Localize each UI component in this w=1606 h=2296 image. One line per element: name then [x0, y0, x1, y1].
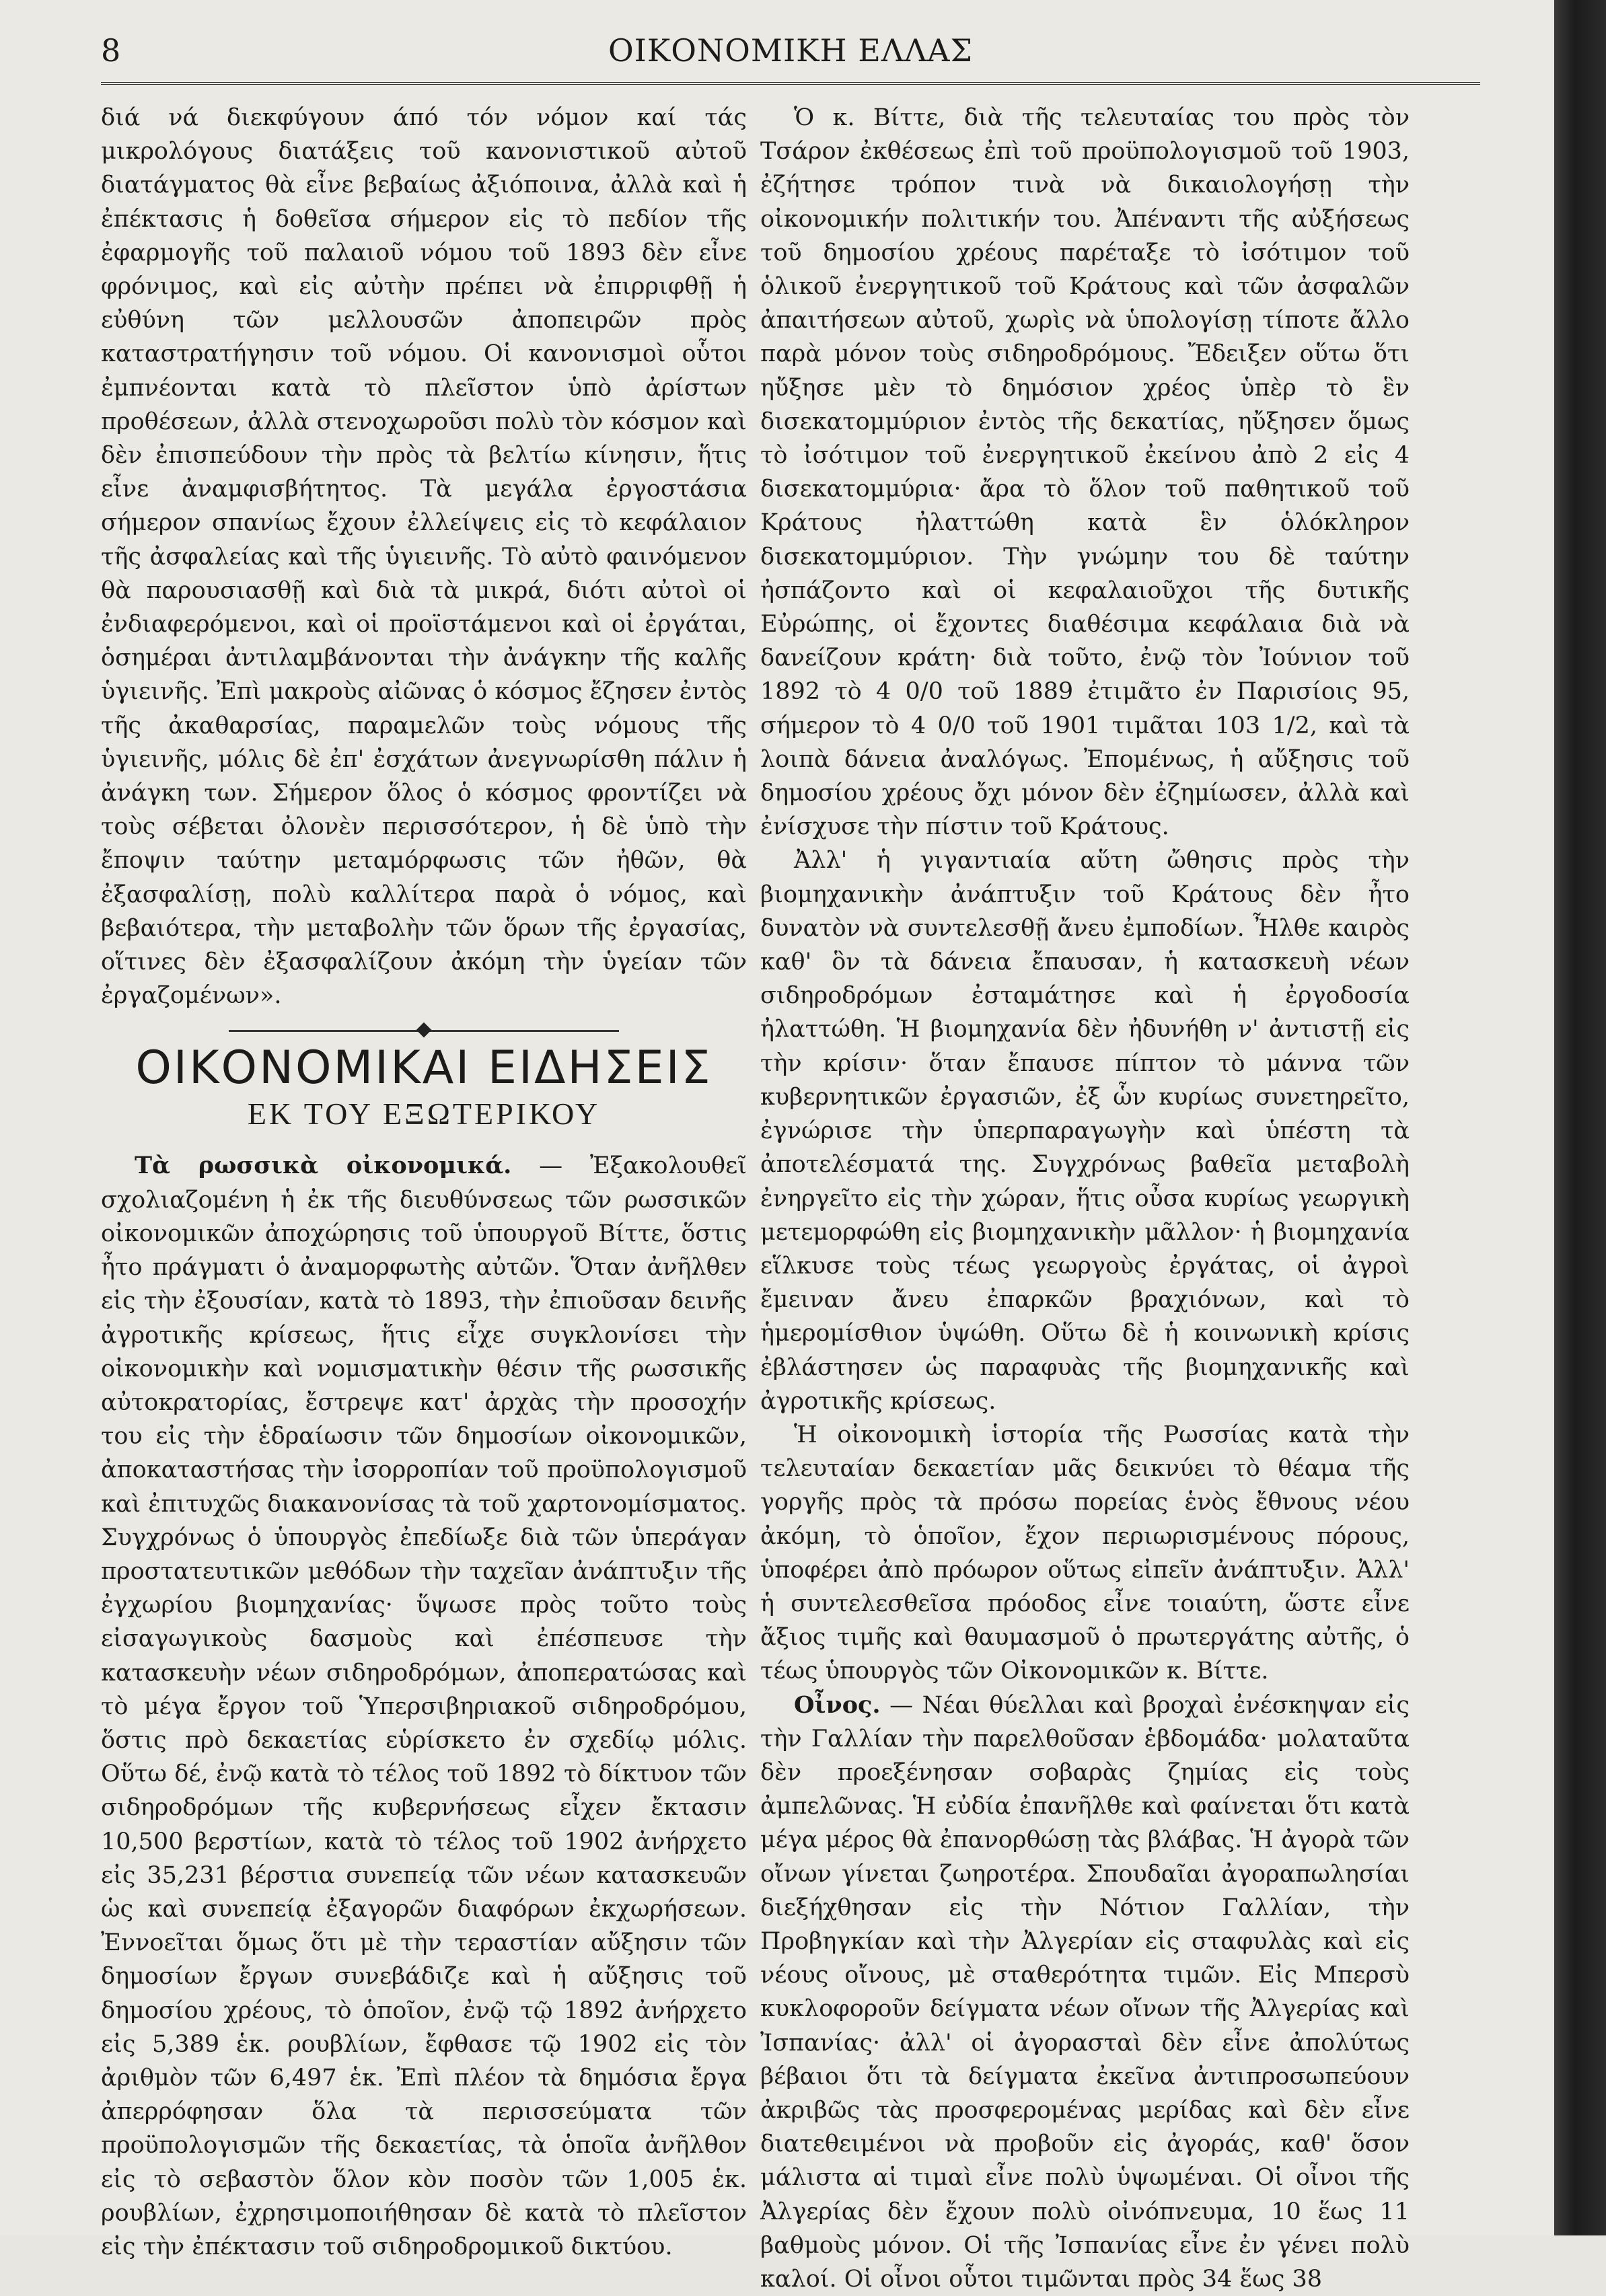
article-body-wine: — Νέαι θύελλαι καὶ βροχαὶ ἐνέσκηψαν εἰς τὴν Γαλλίαν τὴν παρελθοῦσαν ἑβδομάδα· μολαταῦτα δὲν προεξένησαν σοβαρὰς ζημίας εἰς τοὺς ἀμπελῶνας. Ἡ εὐδία ἐπανῆλθε καὶ φαίνεται ὅτι κατὰ μέγα μέρος θὰ ἐπανορθώσῃ τὰς βλάβας. Ἡ ἀγορὰ τῶν οἴνων γίνεται ζωηροτέρα. Σπουδαῖαι ἀγοραπωλησίαι διεξήχθησαν εἰς τὴν Νότιον Γαλλίαν, τὴν Προβηγκίαν καὶ τὴν Ἀλγερίαν εἰς σταφυλὰς καὶ εἰς νέους οἴνους, μὲ σταθερότητα τιμῶν. Εἰς Μπερσὺ κυκλοφοροῦν δείγματα νέων οἴνων τῆς Ἀλγερίας καὶ Ἰσπανίας· ἀλλ' οἱ ἀγορασταὶ δὲν εἶνε ἀπολύτως βέβαιοι ὅτι τὰ δείγματα ἐκεῖνα ἀντιπροσωπεύουν ἀκριβῶς τὰς προσφερομένας μερίδας καὶ δὲν εἶνε διατεθειμένοι νὰ προβοῦν εἰς ἀγοράς, καθ' ὅσον μάλιστα αἱ τιμαὶ εἶνε πολὺ ὑψωμέναι. Οἱ οἶνοι τῆς Ἀλγερίας δὲν ἔχουν πολὺ οἰνόπνευμα, 10 ἕως 11 βαθμοὺς μόνον. Οἱ τῆς Ἰσπανίας εἶνε ἐν γένει πολὺ καλοί. Οἱ οἶνοι οὗτοι τιμῶνται πρὸς 34 ἕως 38 [760, 1691, 1410, 2293]
left-column [101, 101, 747, 2264]
divider-ornament [416, 1023, 432, 1038]
header-rule [101, 82, 1480, 85]
article-russian-finance [101, 1149, 747, 2264]
right-paragraph-1: Ὁ κ. Βίττε, διὰ τῆς τελευταίας του πρὸς τὸν Τσάρον ἐκθέσεως ἐπὶ τοῦ προϋπολογισμοῦ τοῦ 1903, ἐζήτησε τρόπον τινὰ νὰ δικαιολογήσῃ τὴν οἰκονομικήν πολιτικήν του. Ἀπέναντι τῆς αὐξήσεως τοῦ δημοσίου χρέους παρέταξε τὸ ἰσότιμον τοῦ ὁλικοῦ ἐνεργητικοῦ τοῦ Κράτους καὶ τῶν ἀσφαλῶν ἀπαιτήσεων αὐτοῦ, χωρὶς νὰ ὑπολογίσῃ τίποτε ἄλλο παρὰ μόνον τοὺς σιδηροδρόμους. Ἔδειξεν οὕτω ὅτι ηὔξησε μὲν τὸ δημόσιον χρέος ὑπὲρ τὸ ἓν δισεκατομμύριον ἐντὸς τῆς δεκατίας, ηὔξησεν ὅμως τὸ ἰσότιμον τοῦ ἐνεργητικοῦ ἐκείνου ἀπὸ 2 εἰς 4 δισεκατομμύρια· ἄρα τὸ ὅλον τοῦ παθητικοῦ τοῦ Κράτους ἠλαττώθη κατὰ ἓν ὁλόκληρον δισεκατομμύριον. Τὴν γνώμην του δὲ ταύτην ἠσπάζοντο καὶ οἱ κεφαλαιοῦχοι τῆς δυτικῆς Εὐρώπης, οἱ ἔχοντες διαθέσιμα κεφάλαια διὰ νὰ δανείζουν κράτη· διὰ τοῦτο, ἐνῷ τὸν Ἰούνιον τοῦ 1892 τὸ 4 0/0 τοῦ 1889 ἐτιμᾶτο ἐν Παρισίοις 95, σήμερον τὸ 4 0/0 τοῦ 1901 τιμᾶται 103 1/2, καὶ τὰ λοιπὰ δάνεια ἀναλόγως. Ἐπομένως, ἡ αὔξησις τοῦ δημοσίου χρέους ὄχι μόνον δὲν ἐζημίωσεν, ἀλλὰ καὶ ἐνίσχυσε τὴν πίστιν τοῦ Κράτους. [760, 104, 1410, 841]
right-paragraph-3: Ἡ οἰκονομικὴ ἱστορία τῆς Ρωσσίας κατὰ τὴν τελευταίαν δεκαετίαν μᾶς δεικνύει τὸ θέαμα τῆς γοργῆς πρὸς τὰ πρόσω πορείας ἑνὸς ἔθνους νέου ἀκόμη, τὸ ὁποῖον, ἔχον περιωρισμένους πόρους, ὑποφέρει ἀπὸ πρόωρον οὕτως εἰπεῖν ἀνάπτυξιν. Ἀλλ' ἡ συντελεσθεῖσα πρόοδος εἶνε τοιαύτη, ὥστε εἶνε ἄξιος τιμῆς καὶ θαυμασμοῦ ὁ πρωτεργάτης αὐτῆς, ὁ τέως ὑπουργὸς τῶν Οἰκονομικῶν κ. Βίττε. [760, 1421, 1410, 1685]
section-subtitle: ΕΚ ΤΟΥ ΕΞΩΤΕΡΙΚΟΥ [247, 1097, 601, 1132]
left-paragraph-1: διά νά διεκφύγουν άπό τόν νόμον καί τάς μικρολόγους διατάξεις τοῦ κανονιστικοῦ αὐτοῦ διατάγματος θὰ εἶνε βεβαίως ἀξιόποινα, ἀλλὰ καὶ ἡ ἐπέκτασις ἡ δοθεῖσα σήμερον εἰς τὸ πεδίον τῆς ἐφαρμογῆς τοῦ παλαιοῦ νόμου τοῦ 1893 δὲν εἶνε φρόνιμος, καὶ εἰς αὐτὴν πρέπει νὰ ἐπιρριφθῇ ἡ εὐθύνη τῶν μελλουσῶν ἀποπειρῶν πρὸς καταστρατήγησιν τοῦ νόμου. Οἱ κανονισμοὶ οὗτοι ἐμπνέονται κατὰ τὸ πλεῖστον ὑπὸ ἀρίστων προθέσεων, ἀλλὰ στενοχωροῦσι πολὺ τὸν κόσμον καὶ δὲν ἐπισπεύδουν τὴν πρὸς τὰ βελτίω κίνησιν, ἥτις εἶνε ἀναμφισβήτητος. Τὰ μεγάλα ἐργοστάσια σήμερον σπανίως ἔχουν ἐλλείψεις εἰς τὸ κεφάλαιον τῆς ἀσφαλείας καὶ τῆς ὑγιεινῆς. Τὸ αὐτὸ φαινόμενον θὰ παρουσιασθῇ καὶ διὰ τὰ μικρά, διότι αὐτοὶ οἱ ἐνδιαφερόμενοι, καὶ οἱ προϊστάμενοι καὶ οἱ ἐργάται, ὁσημέραι ἀντιλαμβάνονται τὴν ἀνάγκην τῆς καλῆς ὑγιεινῆς. Ἐπὶ μακροὺς αἰῶνας ὁ κόσμος ἔζησεν ἐντὸς τῆς ἀκαθαρσίας, παραμελῶν τοὺς νόμους τῆς ὑγιεινῆς, μόλις δὲ ἐπ' ἐσχάτων ἀνεγνωρίσθη πάλιν ἡ ἀνάγκη των. Σήμερον ὅλος ὁ κόσμος φροντίζει νὰ τοὺς σέβεται ὀλονὲν περισσότερον, ἡ δὲ ὑπὸ τὴν ἔποψιν ταύτην μεταμόρφωσις τῶν ἠθῶν, θὰ ἐξασφαλίσῃ, πολὺ καλλίτερα παρὰ ὁ νόμος, καὶ βεβαιότερα, τὴν μεταβολὴν τῶν ὅρων τῆς ἐργασίας, οἵτινες δὲν ἐξασφαλίζουν ἀκόμη τὴν ὑγείαν τῶν ἐργαζομένων». [101, 104, 747, 1010]
page-header [101, 32, 1480, 79]
section-divider [229, 1030, 619, 1032]
section-title: ΟΙΚΟΝΟΜΙΚΑΙ ΕΙΔΗΣΕΙΣ [135, 1041, 713, 1095]
article-heading-russian-finance: Τὰ ρωσσικὰ οἰκονομικά. [135, 1152, 512, 1180]
article-wine [760, 1689, 1410, 2296]
article-heading-wine: Οἶνος. [794, 1691, 881, 1719]
running-title: ΟΙΚΟΝΟΜΙΚΗ ΕΛΛΑΣ [608, 32, 974, 69]
right-paragraph-2: Ἀλλ' ἡ γιγαντιαία αὕτη ὤθησις πρὸς τὴν βιομηχανικὴν ἀνάπτυξιν τοῦ Κράτους δὲν ἦτο δυνατὸν νὰ συντελεσθῇ ἄνευ ἐμποδίων. Ἦλθε καιρὸς καθ' ὃν τὰ δάνεια ἔπαυσαν, ἡ κατασκευὴ νέων σιδηροδρόμων ἐσταμάτησε καὶ ἡ ἐργοδοσία ἠλαττώθη. Ἡ βιομηχανία δὲν ἠδυνήθη ν' ἀντιστῇ εἰς τὴν κρίσιν· ὅταν ἔπαυσε πίπτον τὸ μάννα τῶν κυβερνητικῶν ἐργασιῶν, ἐξ ὧν κυρίως συνετηρεῖτο, ἐγνώρισε τὴν ὑπερπαραγωγὴν καὶ ὑπέστη τὰ ἀποτελέσματά της. Συγχρόνως βαθεῖα μεταβολὴ ἐνηργεῖτο εἰς τὴν χώραν, ἥτις οὖσα κυρίως γεωργικὴ μετεμορφώθη εἰς βιομηχανικὴν μᾶλλον· ἡ βιομηχανία εἵλκυσε τοὺς τέως γεωργοὺς ἐργάτας, οἱ ἀγροὶ ἔμειναν ἄνευ ἐπαρκῶν βραχιόνων, καὶ τὸ ἡμερομίσθιον ὑψώθη. Οὕτω δὲ ἡ κοινωνικὴ κρίσις ἐβλάστησεν ὡς παραφυὰς τῆς βιομηχανικῆς καὶ ἀγροτικῆς κρίσεως. [760, 847, 1410, 1415]
right-column [760, 101, 1410, 2296]
article-body-russian-finance: — Ἐξακολουθεῖ σχολιαζομένη ἡ ἐκ τῆς διευθύνσεως τῶν ρωσσικῶν οἰκονομικῶν ἀποχώρησις τοῦ ὑπουργοῦ Βίττε, ὅστις ἦτο πράγματι ὁ ἀναμορφωτὴς αὐτῶν. Ὅταν ἀνῆλθεν εἰς τὴν ἐξουσίαν, κατὰ τὸ 1893, τὴν ἐπιοῦσαν δεινῆς ἀγροτικῆς κρίσεως, ἥτις εἶχε συγκλονίσει τὴν οἰκονομικὴν καὶ νομισματικὴν θέσιν τῆς ρωσσικῆς αὐτοκρατορίας, ἔστρεψε κατ' ἀρχὰς τὴν προσοχήν του εἰς τὴν ἑδραίωσιν τῶν δημοσίων οἰκονομικῶν, ἀποκαταστήσας τὴν ἰσορροπίαν τοῦ προϋπολογισμοῦ καὶ ἐπιτυχῶς διακανονίσας τὰ τοῦ χαρτονομίσματος. Συγχρόνως ὁ ὑπουργὸς ἐπεδίωξε διὰ τῶν ὑπεράγαν προστατευτικῶν μεθόδων τὴν ταχεῖαν ἀνάπτυξιν τῆς ἐγχωρίου βιομηχανίας· ὕψωσε πρὸς τοῦτο τοὺς εἰσαγωγικοὺς δασμοὺς καὶ ἐπέσπευσε τὴν κατασκευὴν νέων σιδηροδρόμων, ἀποπερατώσας καὶ τὸ μέγα ἔργον τοῦ Ὑπερσιβηριακοῦ σιδηροδρόμου, ὅστις πρὸ δεκαετίας εὑρίσκετο ἐν σχεδίῳ μόλις. Οὕτω δέ, ἐνῷ κατὰ τὸ τέλος τοῦ 1892 τὸ δίκτυον τῶν σιδηροδρόμων τῆς κυβερνήσεως εἶχεν ἔκτασιν 10,500 βερστίων, κατὰ τὸ τέλος τοῦ 1902 ἀνήρχετο εἰς 35,231 βέρστια συνεπείᾳ τῶν νέων κατασκευῶν ὡς καὶ συνεπείᾳ ἐξαγορῶν διαφόρων ἐκχωρήσεων. Ἐννοεῖται ὅμως ὅτι μὲ τὴν τεραστίαν αὔξησιν τῶν δημοσίων ἔργων συνεβάδιζε καὶ ἡ αὔξησις τοῦ δημοσίου χρέους, τὸ ὁποῖον, ἐνῷ τῷ 1892 ἀνήρχετο εἰς 5,389 ἑκ. ρουβλίων, ἔφθασε τῷ 1902 εἰς τὸν ἀριθμὸν τῶν 6,497 ἑκ. Ἐπὶ πλέον τὰ δημόσια ἔργα ἀπερρόφησαν ὅλα τὰ περισσεύματα τῶν προϋπολογισμῶν τῆς δεκαετίας, τὰ ὁποῖα ἀνῆλθον εἰς τὸ σεβαστὸν ὅλον κὸν ποσὸν τῶν 1,005 ἑκ. ρουβλίων, ἐχρησιμοποιήθησαν δὲ κατὰ τὸ πλεῖστον εἰς τὴν ἐπέκτασιν τοῦ σιδηροδρομικοῦ δικτύου. [101, 1152, 747, 2260]
book-spine-shadow [1554, 0, 1606, 2235]
page-number: 8 [101, 32, 121, 69]
